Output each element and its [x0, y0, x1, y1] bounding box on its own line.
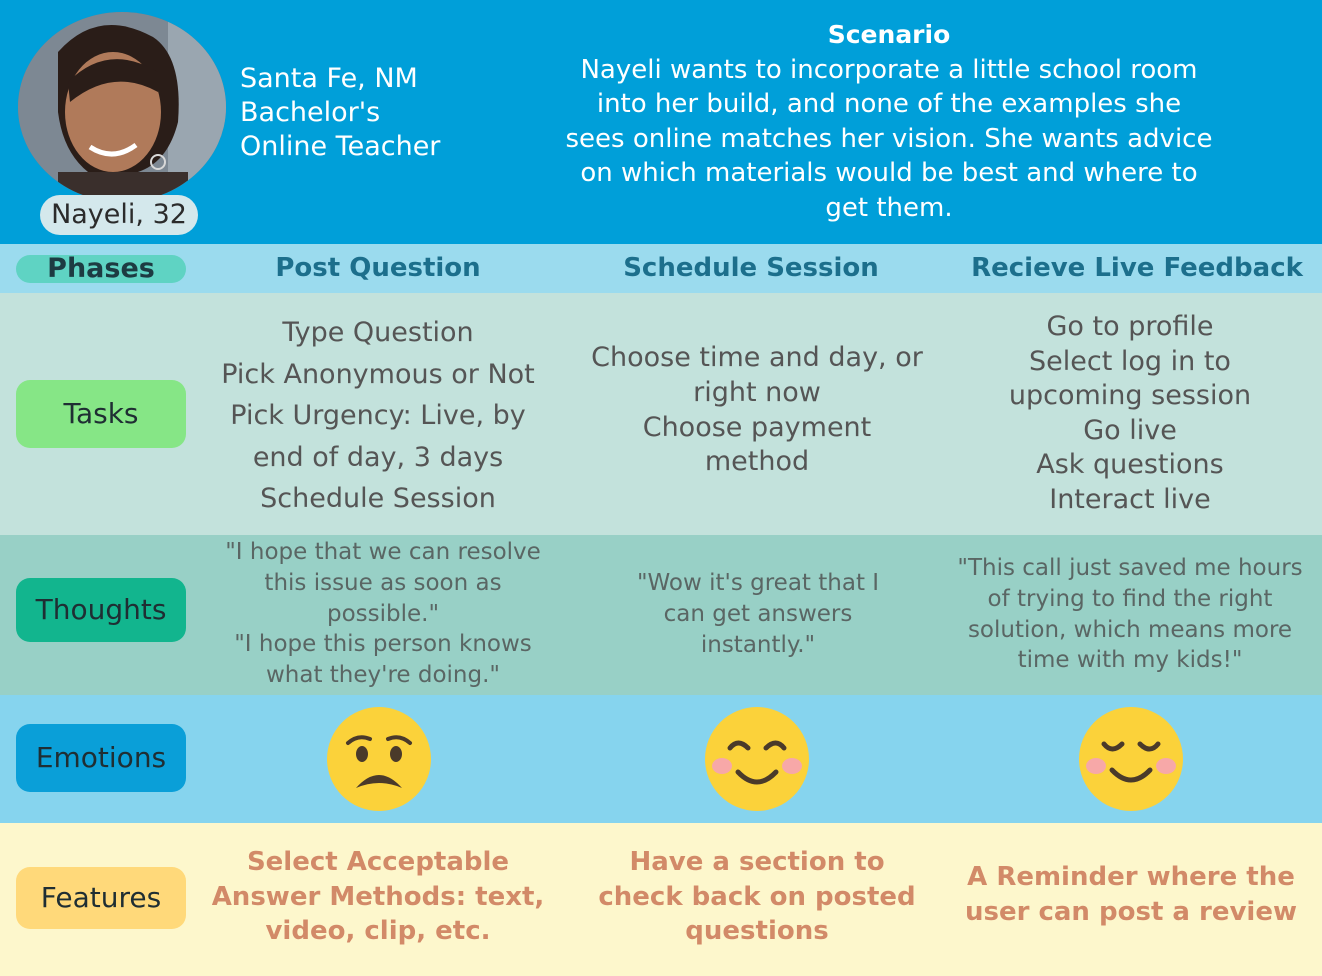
task-item: Choose time and day, or	[591, 342, 923, 373]
row-label-emotions: Emotions	[16, 724, 186, 792]
thought-line: what they're doing."	[265, 662, 501, 689]
scenario-line: get them.	[825, 192, 953, 223]
smiling-face-icon	[704, 706, 810, 812]
feature-line: Have a section to	[629, 847, 885, 877]
tasks-post-question	[188, 312, 568, 520]
scenario-line: on which materials would be best and where to	[580, 158, 1198, 188]
persona-education: Bachelor's	[240, 97, 381, 128]
row-label-phases: Phases	[16, 255, 186, 283]
tasks-receive-live-feedback	[950, 310, 1310, 517]
thought-line: can get answers	[663, 600, 853, 627]
task-item: Go live	[1083, 414, 1177, 446]
row-label-tasks: Tasks	[16, 380, 186, 448]
task-item: Pick Urgency: Live, by	[230, 400, 526, 431]
task-item: method	[704, 446, 810, 478]
feature-line: Select Acceptable	[246, 847, 510, 877]
phase-post-question: Post Question	[275, 253, 481, 283]
thought-line: of trying to find the right	[987, 585, 1273, 612]
thought-line: "Wow it's great that I	[636, 570, 880, 596]
features-post-question	[198, 845, 558, 949]
task-item: Type Question	[282, 317, 474, 348]
persona-header	[0, 0, 1322, 244]
worried-face-icon	[326, 706, 432, 812]
thought-line: "I hope that we can resolve	[225, 539, 541, 565]
feature-line: user can post a review	[964, 896, 1297, 927]
thought-line: "I hope this person knows	[234, 631, 532, 658]
thought-line: solution, which means more	[967, 616, 1293, 643]
scenario-title: Scenario	[827, 20, 951, 49]
task-item: Interact live	[1049, 483, 1211, 515]
task-item: Choose payment	[642, 411, 872, 443]
features-receive-live-feedback	[943, 860, 1319, 929]
thought-line: this issue as soon as	[264, 569, 502, 596]
thought-line: "This call just saved me hours	[957, 555, 1303, 581]
row-label-features: Features	[16, 867, 186, 929]
task-item: Ask questions	[1036, 449, 1224, 480]
feature-line: questions	[685, 916, 829, 946]
relieved-face-icon	[1078, 706, 1184, 812]
row-label-thoughts: Thoughts	[16, 578, 186, 642]
persona-details	[240, 62, 440, 164]
thought-line: instantly."	[700, 631, 816, 658]
task-item: end of day, 3 days	[252, 441, 504, 473]
task-item: Pick Anonymous or Not	[221, 358, 535, 390]
task-item: right now	[693, 376, 821, 408]
scenario	[556, 18, 1222, 225]
task-item: Select log in to	[1029, 345, 1231, 377]
persona-photo-icon	[18, 12, 226, 202]
persona-location: Santa Fe, NM	[240, 63, 418, 94]
persona-name: Nayeli, 32	[40, 195, 198, 235]
task-item: Schedule Session	[260, 483, 496, 514]
phase-receive-live-feedback: Recieve Live Feedback	[971, 253, 1303, 283]
thoughts-receive-live-feedback	[942, 553, 1318, 676]
feature-line: Answer Methods: text,	[211, 881, 545, 912]
feature-line: video, clip, etc.	[265, 916, 491, 946]
persona-occupation: Online Teacher	[240, 131, 441, 162]
thought-line: time with my kids!"	[1017, 647, 1243, 674]
tasks-schedule-session	[557, 341, 957, 480]
scenario-line: Nayeli wants to incorporate a little school room	[580, 54, 1198, 85]
task-item: Go to profile	[1046, 311, 1214, 342]
task-item: upcoming session	[1008, 380, 1252, 411]
feature-line: check back on posted	[598, 881, 916, 912]
scenario-line: sees online matches her vision. She wants advice	[565, 123, 1213, 154]
thought-line: possible."	[326, 600, 440, 627]
features-schedule-session	[577, 845, 937, 949]
phase-schedule-session: Schedule Session	[623, 253, 879, 283]
thoughts-post-question	[203, 537, 563, 691]
feature-line: A Reminder where the	[967, 862, 1295, 892]
thoughts-schedule-session	[578, 568, 938, 660]
scenario-line: into her build, and none of the examples she	[596, 89, 1182, 119]
